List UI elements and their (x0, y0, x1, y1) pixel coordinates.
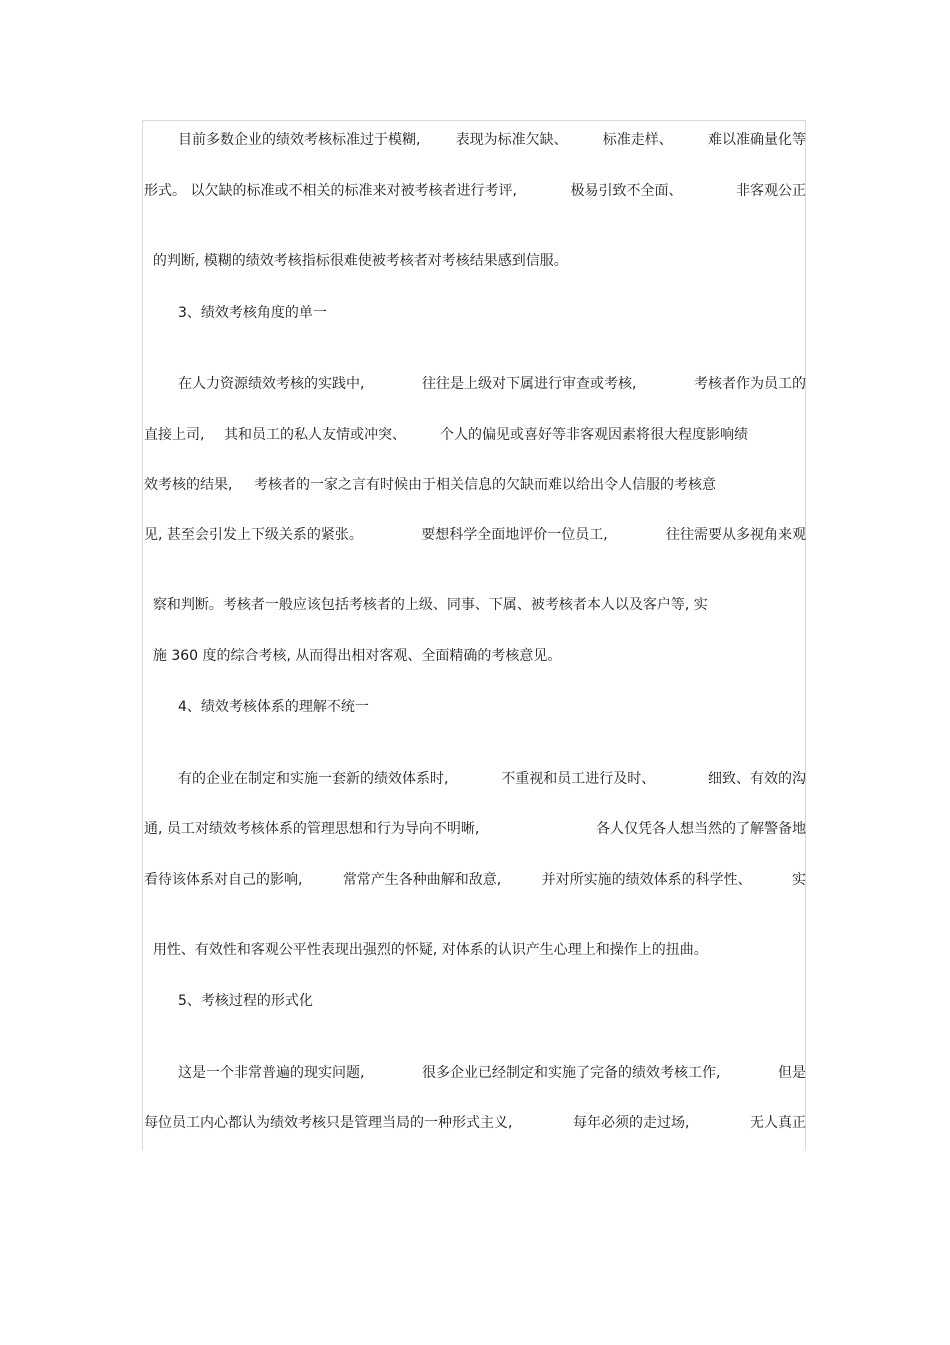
text-segment: 标准走样、 (602, 132, 673, 148)
text-segment: 难以准确量化等 (707, 132, 806, 148)
text-segment: 施 360 度的综合考核, 从而得出相对客观、全面精确的考核意见。 (152, 648, 562, 664)
text-segment: 的判断, 模糊的绩效考核指标很难使被考核者对考核结果感到信服。 (152, 253, 568, 269)
text-segment: 效考核的结果, (144, 477, 233, 493)
text-segment: 表现为标准欠缺、 (455, 132, 568, 148)
text-segment: 个人的偏见或喜好等非客观因素将很大程度影响绩 (440, 427, 748, 443)
text-segment: 这是一个非常普遍的现实问题, (178, 1065, 365, 1081)
text-segment: 用性、有效性和客观公平性表现出强烈的怀疑, 对体系的认识产生心理上和操作上的扭曲。 (152, 942, 708, 958)
text-line (178, 374, 806, 394)
text-segment: 各人仅凭各人想当然的了解警备地 (596, 821, 806, 837)
text-segment: 看待该体系对自己的影响, (144, 872, 303, 888)
text-line (144, 870, 806, 890)
text-line (144, 920, 806, 958)
text-line (144, 181, 806, 201)
text-segment: 考核者作为员工的 (694, 376, 806, 392)
text-segment: 往往需要从多视角来观 (665, 527, 806, 543)
text-segment: 察和判断。考核者一般应该包括考核者的上级、同事、下属、被考核者本人以及客户等, 实 (152, 597, 708, 613)
text-line (144, 525, 806, 545)
text-line (178, 769, 806, 789)
text-segment: 见, 甚至会引发上下级关系的紧张。 (144, 527, 363, 543)
text-segment: 在人力资源绩效考核的实践中, (178, 376, 365, 392)
text-line (144, 475, 806, 495)
text-segment: 非客观公正 (736, 183, 806, 199)
text-segment: 通, 员工对绩效考核体系的管理思想和行为导向不明晰, (144, 821, 480, 837)
text-segment: 并对所实施的绩效体系的科学性、 (541, 872, 752, 888)
section-heading: 4、绩效考核体系的理解不统一 (178, 699, 369, 715)
text-segment: 有的企业在制定和实施一套新的绩效体系时, (178, 771, 449, 787)
text-segment: 其和员工的私人友情或冲突、 (224, 427, 406, 443)
text-segment: 每位员工内心都认为绩效考核只是管理当局的一种形式主义, (144, 1115, 513, 1131)
text-segment: 常常产生各种曲解和敌意, (342, 872, 502, 888)
text-segment: 要想科学全面地评价一位员工, (421, 527, 608, 543)
text-segment: 往往是上级对下属进行审查或考核, (422, 376, 637, 392)
text-segment: 很多企业已经制定和实施了完备的绩效考核工作, (422, 1065, 721, 1081)
text-segment: 极易引致不全面、 (570, 183, 683, 199)
text-line (144, 819, 806, 839)
text-line (144, 425, 806, 445)
text-segment: 但是 (778, 1065, 806, 1081)
text-line (144, 1113, 806, 1133)
text-line (144, 575, 806, 613)
text-segment: 形式。 以欠缺的标准或不相关的标准来对被考核者进行考评, (144, 183, 517, 199)
section-heading: 3、绩效考核角度的单一 (178, 305, 327, 321)
text-segment: 实 (791, 872, 806, 888)
text-segment: 直接上司, (144, 427, 205, 443)
text-segment: 无人真正 (750, 1115, 806, 1131)
text-line (178, 130, 806, 150)
text-segment: 目前多数企业的绩效考核标准过于模糊, (178, 132, 421, 148)
text-segment: 考核者的一家之言有时候由于相关信息的欠缺而难以给出令人信服的考核意 (254, 477, 716, 493)
text-line (144, 626, 806, 664)
text-segment: 不重视和员工进行及时、 (501, 771, 656, 787)
text-line (144, 231, 806, 269)
section-heading: 5、考核过程的形式化 (178, 993, 313, 1009)
text-segment: 每年必须的走过场, (573, 1115, 690, 1131)
text-line (178, 1063, 806, 1083)
text-segment: 细致、有效的沟 (707, 771, 806, 787)
